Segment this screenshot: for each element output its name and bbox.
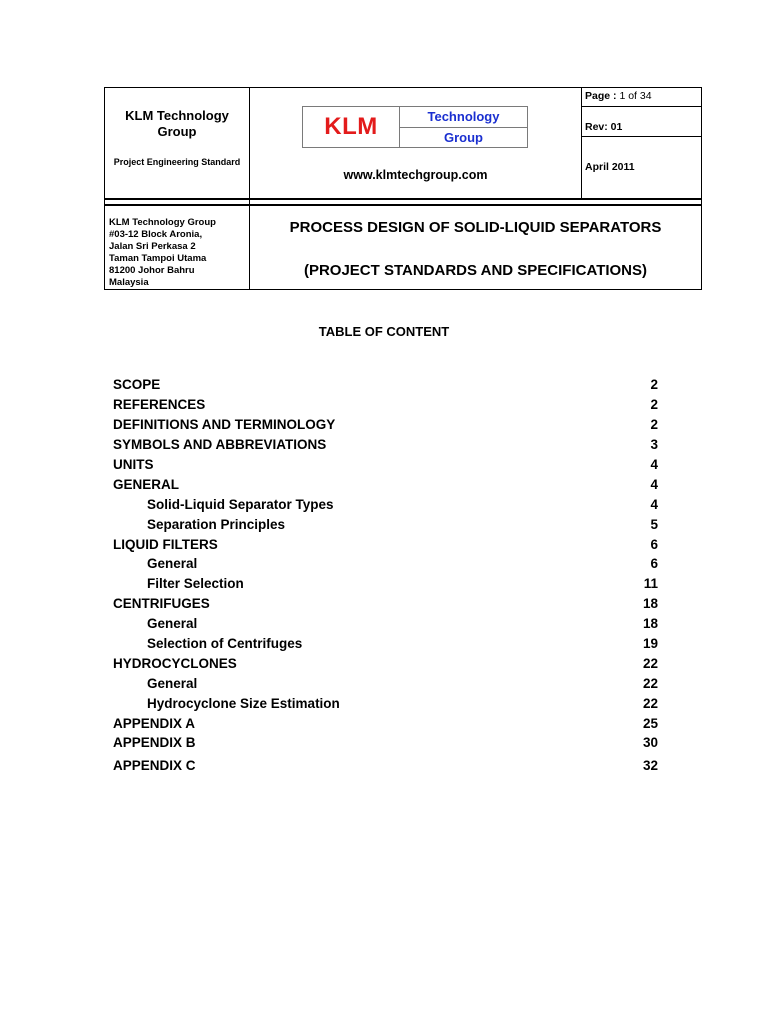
- toc-entry[interactable]: [113, 474, 658, 494]
- header-divider-gap: [105, 204, 701, 206]
- toc-label: General: [147, 556, 198, 572]
- toc-page: 4: [650, 496, 658, 512]
- toc-entry[interactable]: [113, 594, 658, 614]
- page-cell-divider: [581, 106, 701, 107]
- toc-entry[interactable]: [113, 435, 658, 455]
- issue-date: April 2011: [585, 161, 635, 173]
- toc-label: GENERAL: [113, 476, 180, 492]
- header-divider-left: [249, 88, 250, 289]
- toc-page: 6: [650, 536, 658, 552]
- toc-page: 30: [642, 735, 658, 751]
- header-divider-right: [581, 88, 582, 198]
- toc-label: General: [147, 675, 198, 691]
- company-logo: [302, 106, 528, 148]
- toc-page: 2: [650, 417, 658, 433]
- toc-page: 19: [642, 636, 658, 652]
- toc-page: 22: [642, 695, 658, 711]
- toc-page: 3: [650, 437, 658, 453]
- address-line: KLM Technology Group: [109, 217, 216, 228]
- toc-subentry[interactable]: [113, 494, 658, 514]
- toc-entry[interactable]: [113, 653, 658, 673]
- standard-type: Project Engineering Standard: [113, 157, 241, 167]
- toc-label: REFERENCES: [113, 397, 206, 413]
- document-title: PROCESS DESIGN OF SOLID-LIQUID SEPARATORS: [289, 219, 662, 236]
- toc-label: APPENDIX C: [113, 758, 196, 774]
- toc-label: Filter Selection: [147, 576, 244, 592]
- toc-heading: TABLE OF CONTENT: [318, 324, 450, 339]
- toc-label: Hydrocyclone Size Estimation: [147, 695, 340, 711]
- toc-page: 2: [650, 377, 658, 393]
- toc-page: 4: [650, 476, 658, 492]
- toc-page: 18: [642, 596, 658, 612]
- toc-entry[interactable]: [113, 395, 658, 415]
- toc-entry[interactable]: [113, 756, 658, 776]
- revision: Rev: 01: [585, 121, 623, 133]
- toc-entry[interactable]: [113, 534, 658, 554]
- logo-right: [400, 107, 527, 147]
- toc-subentry[interactable]: [113, 554, 658, 574]
- page-value: 1 of 34: [619, 90, 652, 102]
- address-line: Taman Tampoi Utama: [109, 253, 207, 264]
- toc-page: 32: [642, 758, 658, 774]
- page-label: Page :: [585, 90, 620, 102]
- logo-klm: KLM: [303, 107, 400, 147]
- logo-technology: Technology: [400, 107, 527, 128]
- toc-subentry[interactable]: [113, 614, 658, 634]
- toc-label: CENTRIFUGES: [113, 596, 210, 612]
- document-subtitle: (PROJECT STANDARDS AND SPECIFICATIONS): [303, 262, 648, 279]
- logo-group: Group: [444, 129, 483, 145]
- toc-label: Solid-Liquid Separator Types: [147, 496, 334, 512]
- toc-page: 6: [650, 556, 658, 572]
- rev-cell-divider: [581, 136, 701, 137]
- website-link[interactable]: www.klmtechgroup.com: [343, 168, 488, 182]
- toc-page: 18: [642, 616, 658, 632]
- toc-subentry[interactable]: [113, 634, 658, 654]
- toc-page: 25: [642, 715, 658, 731]
- toc-page: 5: [650, 516, 658, 532]
- address-line: Malaysia: [109, 277, 149, 288]
- toc-subentry[interactable]: [113, 693, 658, 713]
- toc-page: 22: [642, 655, 658, 671]
- address-line: Jalan Sri Perkasa 2: [109, 241, 196, 252]
- toc-subentry[interactable]: [113, 574, 658, 594]
- address-line: 81200 Johor Bahru: [109, 265, 195, 276]
- toc-page: 2: [650, 397, 658, 413]
- toc-page: 4: [650, 457, 658, 472]
- toc-entry[interactable]: [113, 375, 658, 395]
- address-line: #03-12 Block Aronia,: [109, 229, 203, 240]
- company-name: KLM Technology Group: [125, 108, 229, 139]
- toc-label: APPENDIX A: [113, 715, 196, 731]
- toc-subentry[interactable]: [113, 673, 658, 693]
- toc-label: UNITS: [113, 457, 154, 472]
- page-number: [581, 90, 703, 102]
- toc-subentry[interactable]: [113, 514, 658, 534]
- header-divider-middle: [105, 198, 701, 200]
- toc-entry[interactable]: [113, 733, 658, 753]
- toc-label: HYDROCYCLONES: [113, 655, 237, 671]
- toc-entry[interactable]: [113, 455, 658, 475]
- toc-label: Separation Principles: [147, 516, 286, 532]
- toc-label: Selection of Centrifuges: [147, 636, 303, 652]
- toc-label: DEFINITIONS AND TERMINOLOGY: [113, 417, 336, 433]
- toc-page: 22: [642, 675, 658, 691]
- toc-entry[interactable]: [113, 415, 658, 435]
- table-of-contents: [113, 375, 658, 776]
- toc-label: LIQUID FILTERS: [113, 536, 218, 552]
- toc-label: SYMBOLS AND ABBREVIATIONS: [113, 437, 327, 453]
- document-header: [104, 87, 702, 290]
- toc-entry[interactable]: [113, 713, 658, 733]
- company-address: [109, 217, 249, 289]
- toc-page: 11: [643, 576, 658, 592]
- toc-label: General: [147, 616, 198, 632]
- toc-label: SCOPE: [113, 377, 161, 393]
- toc-label: APPENDIX B: [113, 735, 196, 751]
